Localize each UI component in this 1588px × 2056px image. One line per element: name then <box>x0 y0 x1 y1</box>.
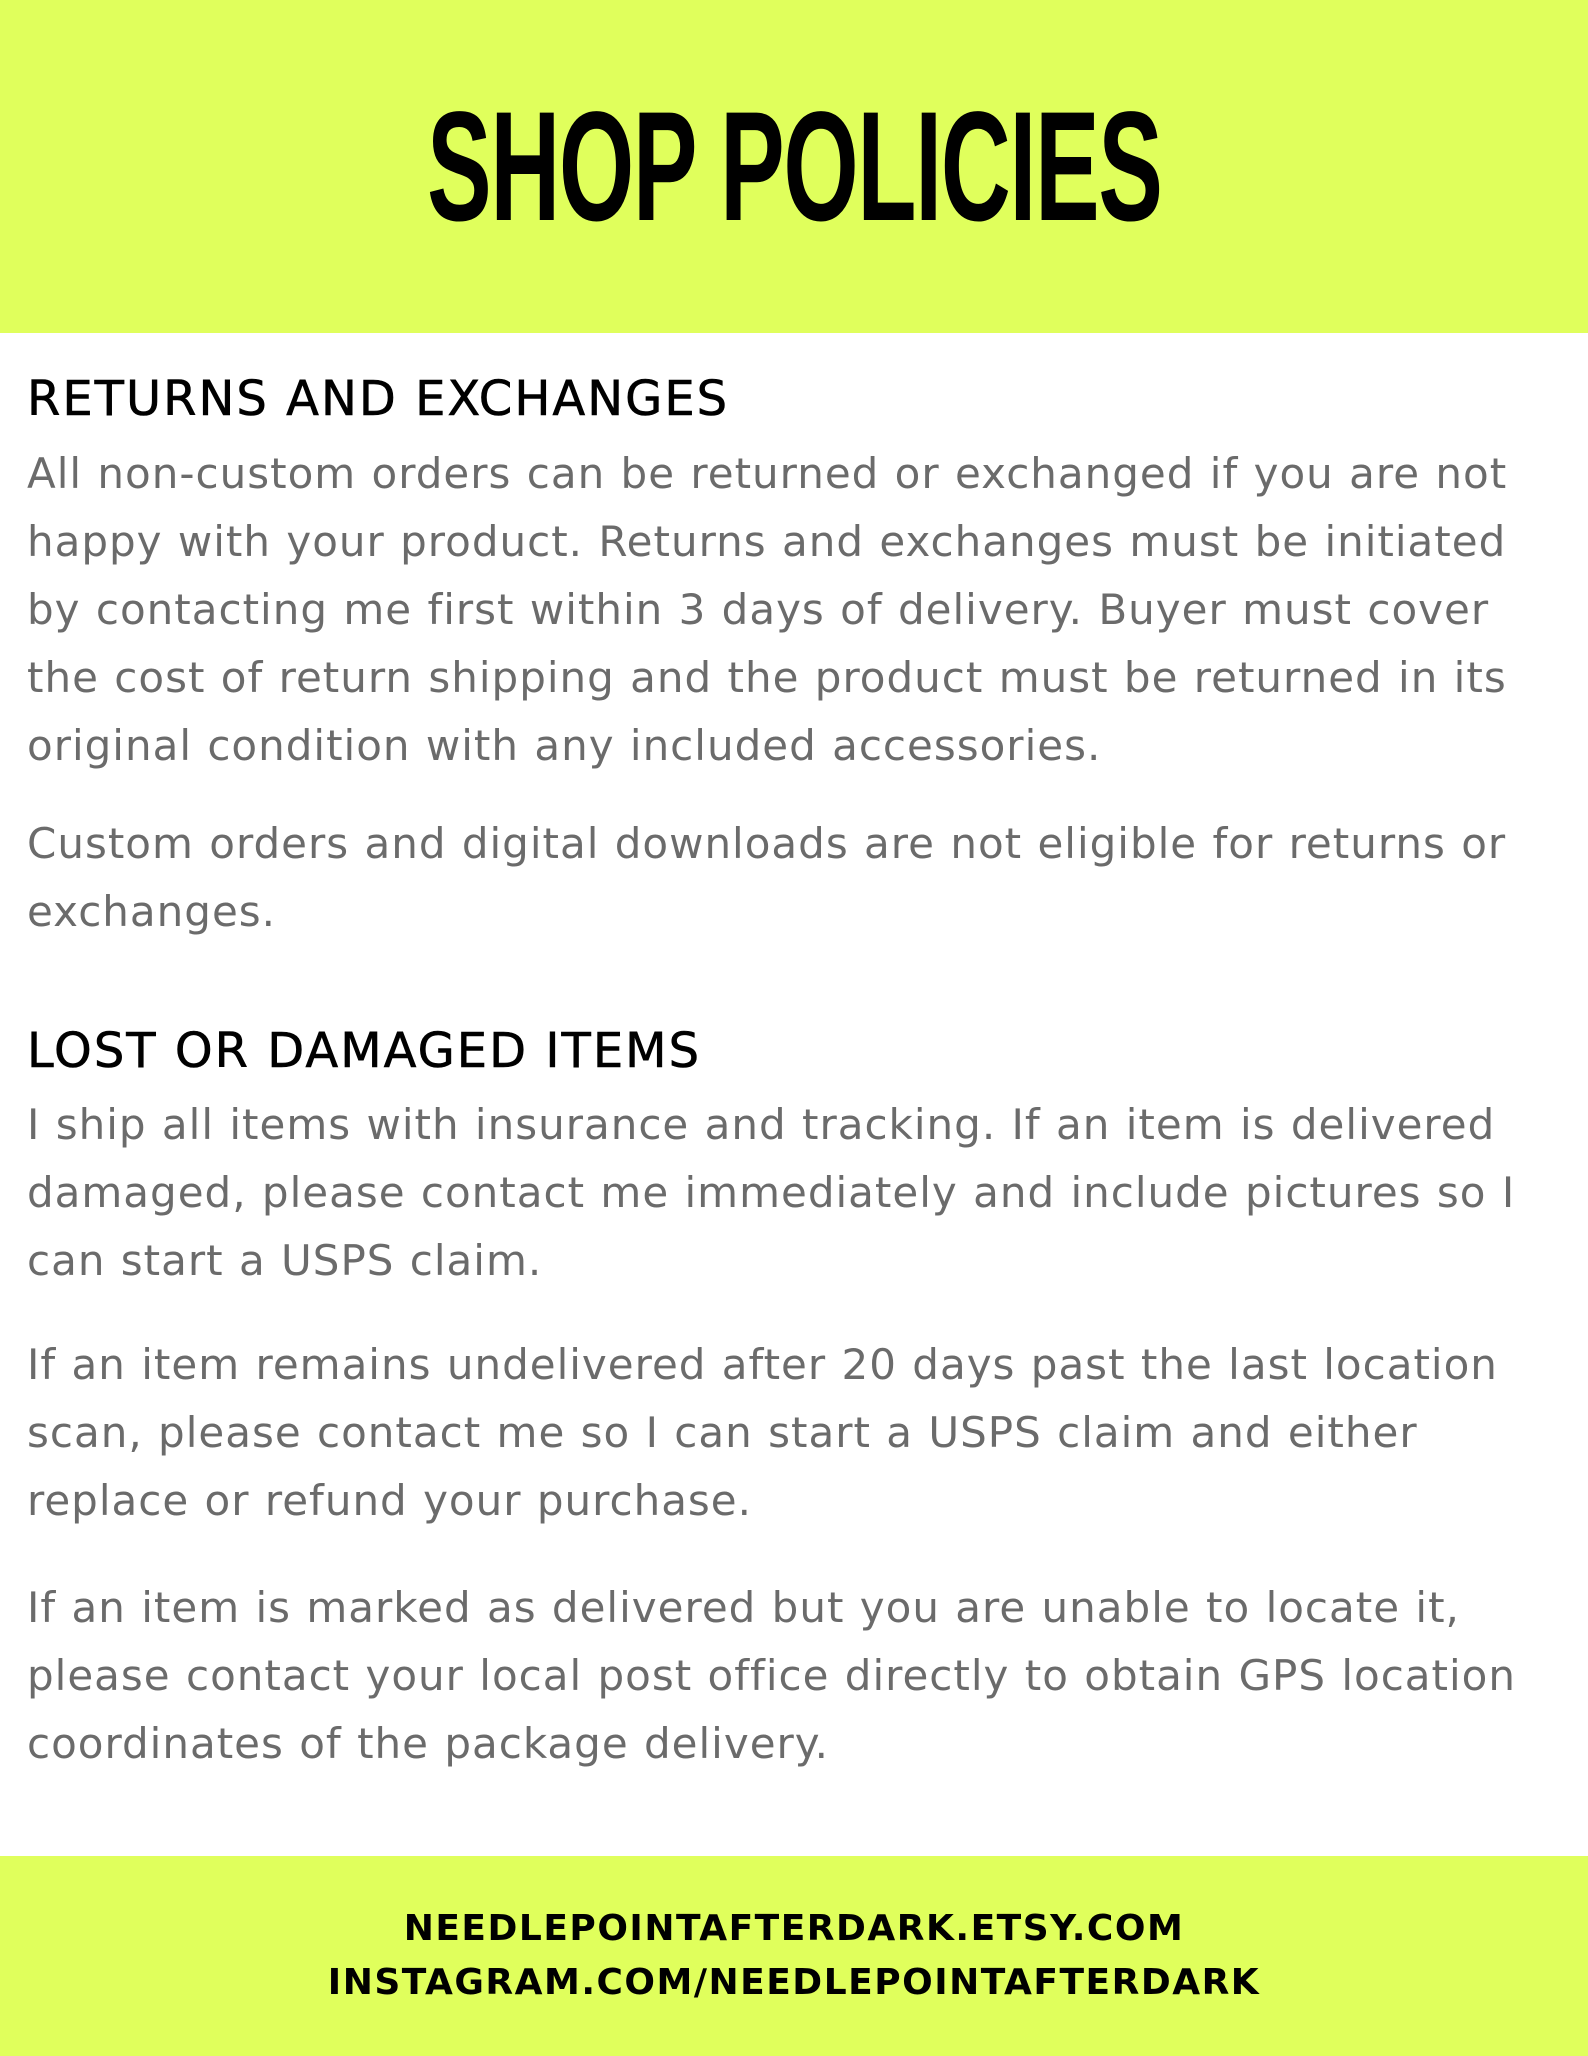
custom-orders-paragraph: Custom orders and digital downloads are not eligible for returns or exchanges. <box>27 819 1507 936</box>
section-title-returns: RETURNS AND EXCHANGES <box>27 371 730 427</box>
instagram-link[interactable]: INSTAGRAM.COM/NEEDLEPOINTAFTERDARK <box>327 1962 1261 2003</box>
returns-paragraph: All non-custom orders can be returned or exchanged if you are not happy with your product. Returns and exchanges must be initiated by contacting me first within 3 days of delivery. Buyer must cover the cost of return shipping and the product must be returned in its original condition with any included accessories. <box>27 449 1508 770</box>
section-title-lost-damaged: LOST OR DAMAGED ITEMS <box>27 1023 702 1079</box>
etsy-link[interactable]: NEEDLEPOINTAFTERDARK.ETSY.COM <box>403 1908 1185 1949</box>
footer-banner <box>0 1856 1588 2056</box>
insurance-paragraph: I ship all items with insurance and tracking. If an item is delivered damaged, please contact me immediately and include pictures so I can start a USPS claim. <box>27 1100 1516 1285</box>
undelivered-paragraph: If an item remains undelivered after 20 days past the last location scan, please contact me so I can start a USPS claim and either replace or refund your purchase. <box>27 1340 1498 1525</box>
page-title: SHOP POLICIES <box>426 79 1162 254</box>
header-banner <box>0 0 1588 333</box>
marked-delivered-paragraph: If an item is marked as delivered but you are unable to locate it, please contact your local post office directly to obtain GPS location coordinates of the package delivery. <box>27 1583 1516 1768</box>
